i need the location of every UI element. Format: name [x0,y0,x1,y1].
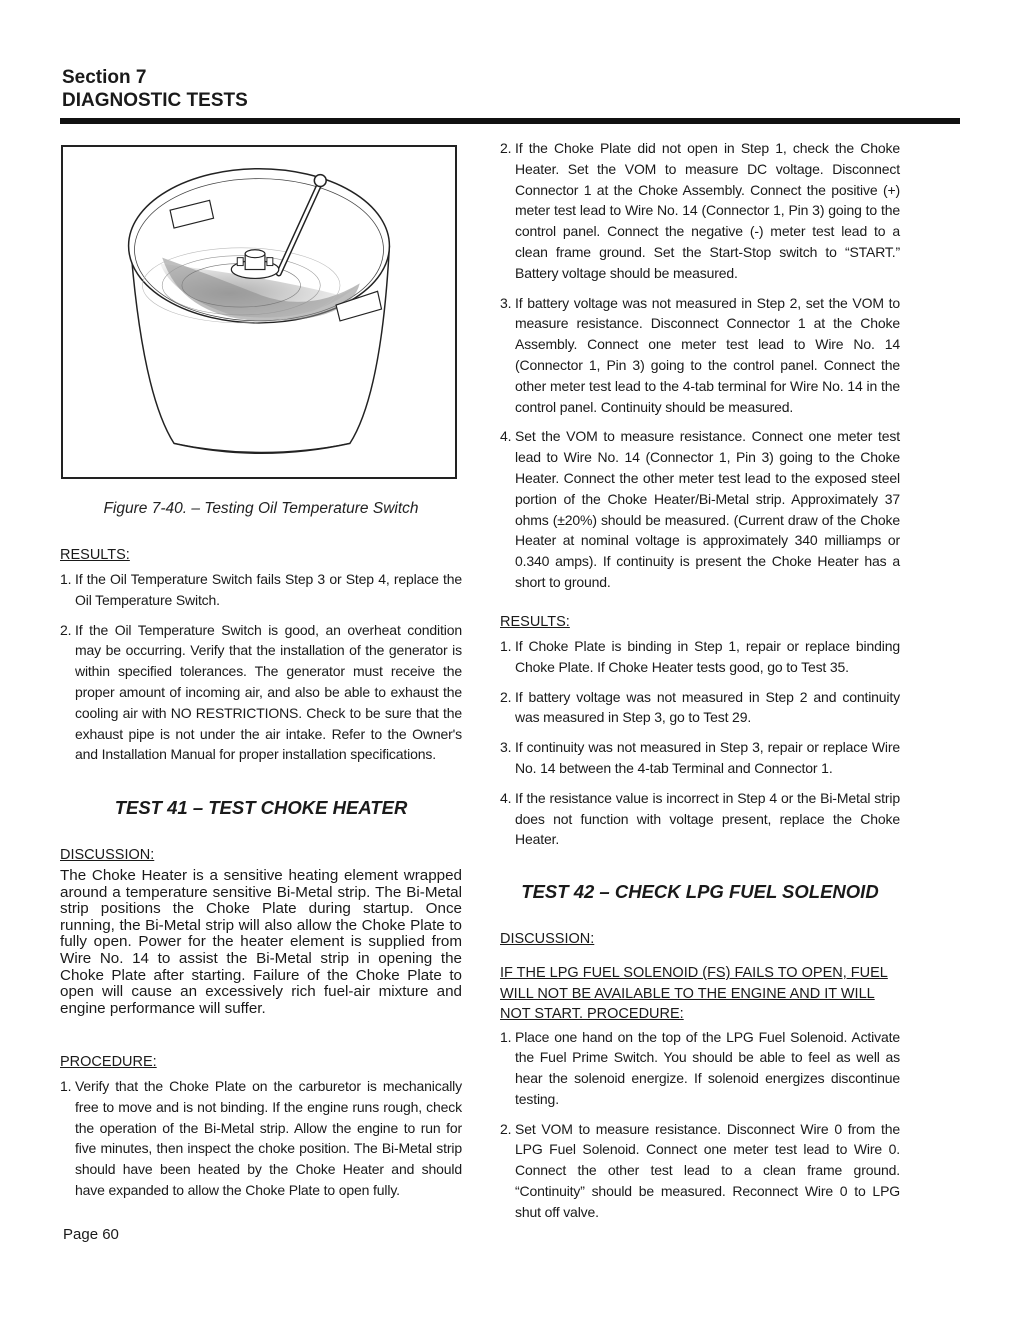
section-header [62,66,248,112]
test41-title: TEST 41 – TEST CHOKE HEATER [114,797,408,818]
procedure-list [60,1076,462,1201]
discussion-heading: DISCUSSION: [60,847,155,863]
test41-discussion [60,846,462,1017]
page-number: Page 60 [63,1226,119,1243]
test41-procedure [60,1053,462,1210]
figure-caption: Figure 7-40. – Testing Oil Temperature Switch [103,500,419,517]
right-results-list [500,636,900,850]
list-item: 2. Set VOM to measure resistance. Disconnect Wire 0 from the LPG Fuel Solenoid. Connect one meter test lead to Wire 0. Connect the other test lead to a clean frame ground. “Continuity” should be measured. Reconnect Wire 0 to LPG shut off valve. [500,1120,900,1220]
results-heading: RESULTS: [60,547,130,563]
figure-oil-temperature-switch [61,145,457,479]
section-number: Section 7 [62,67,147,88]
list-item: 3. If continuity was not measured in Step 3, repair or replace Wire No. 14 between the 4-tab Terminal and Connector 1. [500,739,900,776]
list-item: 1. If the Oil Temperature Switch fails Step 3 or Step 4, replace the Oil Temperature Switch. [60,571,462,608]
test42-procedure-list [500,1027,900,1223]
caps-notice: IF THE LPG FUEL SOLENOID (FS) FAILS TO OPEN, FUEL WILL NOT BE AVAILABLE TO THE ENGINE AND IT WILL NOT START. PROCEDURE: [500,965,888,1022]
list-item: 1. Verify that the Choke Plate on the carburetor is mechanically free to move and is not binding. If the engine runs rough, check the operation of the Bi-Metal strip. Allow the engine to run for five minutes, then inspect the choke position. The Bi-Metal strip should have been heated by the Choke Heater and should have expanded to allow the Choke Plate to open fully. [60,1078,462,1198]
procedure-continued-list [500,138,900,593]
right-results [500,613,900,859]
left-results [60,546,462,774]
list-item: 2. If the Choke Plate did not open in Step 1, check the Choke Heater. Set the VOM to measure DC voltage. Disconnect Connector 1 at the Choke Assembly. Connect the positive (+) meter test lead to Wire No. 14 (Connector 1, Pin 3) going to the control panel. Connect the negative (-) meter test lead to a clean frame ground. Set the Start-Stop switch to “START.” Battery voltage should be measured. [500,140,900,281]
list-item: 2. If battery voltage was not measured in Step 2 and continuity was measured in Step 3, go to Test 29. [500,688,900,726]
left-results-list [60,569,462,765]
results-heading: RESULTS: [500,614,570,630]
header-rule [60,118,960,124]
list-item: 4. If the resistance value is incorrect in Step 4 or the Bi-Metal strip does not function with voltage present, replace the Choke Heater. [500,789,900,848]
list-item: 4. Set the VOM to measure resistance. Connect one meter test lead to Wire No. 14 (Connector 1, Pin 3) going to the Choke Heater. Connect the other meter test lead to the exposed steel portion of the Choke Heater/Bi-Metal strip. Approximately 37 ohms (±20%) should be measured. (Current draw of the Choke Heater at nominal voltage is approximately 340 milliamps or 0.340 amps). If continuity is present the Choke Heater has a short to ground. [500,428,900,590]
list-item: 1. Place one hand on the top of the LPG Fuel Solenoid. Activate the Fuel Prime Switch. You should be able to feel as well as hear the solenoid energize. If solenoid energizes discontinue testing. [500,1028,900,1107]
oil-pot-illustration [63,147,455,477]
discussion-heading: DISCUSSION: [500,931,595,947]
list-item: 3. If battery voltage was not measured in Step 2, set the VOM to measure resistance. Disconnect Connector 1 at the Choke Assembly. Connect one meter test lead to Wire No. 14 (Connector 1, Pin 3) going to the control panel. Connect the other meter test lead to the 4-tab terminal for Wire No. 14 in the control panel. Continuity should be measured. [500,294,900,415]
section-title: DIAGNOSTIC TESTS [62,90,248,111]
list-item: 2. If the Oil Temperature Switch is good, an overheat condition may be occurring. Verify that the installation of the generator is within specified tolerances. The generator must receive the proper amount of incoming air, and also be able to exhaust the cooling air with NO RESTRICTIONS. Check to be sure that the exhaust pipe is not under the air intake. Refer to the Owner's and Installation Manual for proper installation specifications. [60,621,462,763]
procedure-continued [500,138,900,602]
test42-title: TEST 42 – CHECK LPG FUEL SOLENOID [521,881,879,902]
procedure-heading: PROCEDURE: [60,1054,157,1070]
discussion-text: The Choke Heater is a sensitive heating element wrapped around a temperature sensitive Bi-Metal strip. The Bi-Metal strip positions the Choke Plate during startup. Once running, the Bi-Metal strip will also allow the Choke Plate to fully open. Power for the heater element is supplied from Wire No. 14 to assist the Bi-Metal strip in opening the Choke Plate after starting. Failure of the Choke Plate to open will cause an excessively rich fuel-air mixture and engine performance will suffer. [60,867,462,1017]
test42-discussion [500,930,900,1232]
list-item: 1. If Choke Plate is binding in Step 1, repair or replace binding Choke Plate. If Choke Heater tests good, go to Test 35. [500,638,900,675]
